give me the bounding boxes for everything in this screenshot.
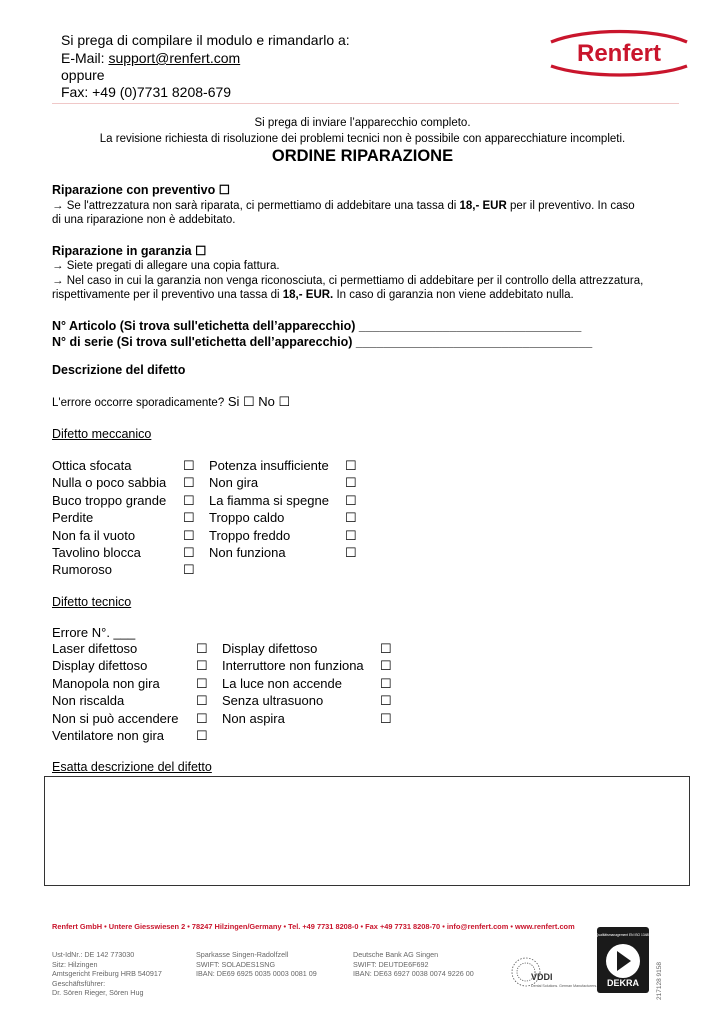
- garanzia-heading: Riparazione in garanzia: [52, 244, 192, 258]
- meccanico-left-item-label: Perdite: [52, 510, 94, 526]
- meccanico-right-item-label: Troppo freddo: [209, 527, 291, 543]
- meccanico-right-item-checkbox[interactable]: ☐: [345, 458, 357, 473]
- footer-line: Dr. Sören Rieger, Sören Hug: [52, 988, 144, 998]
- meccanico-left-item-checkbox[interactable]: ☐: [183, 510, 195, 526]
- preventivo-text-1: [52, 199, 635, 214]
- tecnico-right-item-label: Senza ultrasuono: [222, 693, 324, 709]
- tecnico-left-item-checkbox[interactable]: ☐: [196, 675, 208, 691]
- tecnico-left-item-checkbox[interactable]: ☐: [196, 641, 208, 656]
- footer-line: Deutsche Bank AG Singen: [353, 950, 439, 959]
- tecnico-right-item-label: Interruttore non funziona: [222, 658, 364, 674]
- tecnico-left-item-label: Laser difettoso: [52, 641, 138, 656]
- email-link[interactable]: support@renfert.com: [108, 50, 241, 66]
- preventivo-heading-row: [52, 182, 230, 197]
- preventivo-heading: Riparazione con preventivo: [52, 183, 216, 197]
- tecnico-left-item-label: Display difettoso: [52, 658, 148, 674]
- header-line1: Si prega di compilare il modulo e rimandarlo a:: [61, 32, 350, 48]
- errore-field[interactable]: Errore N°. ___: [52, 625, 136, 640]
- header-divider: [52, 103, 679, 104]
- esatta-heading: Esatta descrizione del difetto: [52, 760, 212, 774]
- footer-address: Renfert GmbH • Untere Giesswiesen 2 • 78247 Hilzingen/Germany • Tel. +49 7731 8208-0 • Fax +49 7731 8208-70 • info@renfert.com • www.renfert.com: [52, 922, 575, 931]
- meccanico-right-item-checkbox[interactable]: ☐: [345, 510, 357, 526]
- footer-line: Amtsgericht Freiburg HRB 540917: [52, 969, 162, 979]
- meccanico-right-item-label: Troppo caldo: [209, 510, 285, 526]
- meccanico-left-item-label: Tavolino blocca: [52, 545, 141, 560]
- vddi-logo: [510, 950, 598, 996]
- meccanico-left-item-label: Buco troppo grande: [52, 492, 167, 508]
- tecnico-right-item-label: Display difettoso: [222, 641, 318, 656]
- garanzia-fee: 18,- EUR.: [282, 289, 334, 301]
- dekra-text: DEKRA: [606, 978, 640, 988]
- footer-line: Sparkasse Singen-Radolfzell: [196, 950, 289, 959]
- tecnico-left-item-label: Ventilatore non gira: [52, 728, 165, 743]
- tecnico-right-item-checkbox[interactable]: ☐: [380, 658, 392, 674]
- intro-line1: Si prega di inviare l’apparecchio completo.: [254, 117, 471, 129]
- meccanico-left-item-checkbox[interactable]: ☐: [183, 545, 195, 560]
- meccanico-right-item-checkbox[interactable]: ☐: [345, 545, 357, 560]
- tecnico-right-item-label: La luce non accende: [222, 675, 342, 691]
- tecnico-heading: Difetto tecnico: [52, 595, 132, 609]
- garanzia-text-1: → Siete pregati di allegare una copia fattura.: [52, 260, 280, 272]
- tecnico-right-item-checkbox[interactable]: ☐: [380, 710, 392, 726]
- footer-line: IBAN: DE69 6925 0035 0003 0081 09: [196, 969, 317, 979]
- vddi-sub: Dental Solutions. German Manufacturers.: [531, 984, 598, 988]
- garanzia-text-3: [52, 288, 574, 303]
- meccanico-left-item-checkbox[interactable]: ☐: [183, 492, 195, 508]
- footer-line: SWIFT: SOLADES1SNG: [196, 959, 276, 969]
- intro-line2: La revisione richiesta di risoluzione dei problemi tecnici non è possibile con apparecchiature incompleti.: [99, 133, 626, 145]
- renfert-logo: [545, 28, 693, 78]
- vddi-text: VDDI: [531, 972, 553, 982]
- footer-col1: [52, 950, 162, 998]
- meccanico-right-item-checkbox[interactable]: ☐: [345, 527, 357, 543]
- articolo-field[interactable]: N° Articolo (Si trova sull'etichetta dell’apparecchio) ________________________________: [52, 319, 582, 333]
- garanzia-text-2: → Nel caso in cui la garanzia non venga riconosciuta, ci permettiamo di addebitare per il controllo della attrezzatura,: [52, 275, 644, 287]
- tecnico-right-item-label: Non aspira: [222, 710, 285, 726]
- meccanico-left-item-label: Rumoroso: [52, 562, 112, 578]
- meccanico-left-item-label: Ottica sfocata: [52, 458, 132, 473]
- sporadic-options[interactable]: Si ☐ No ☐: [224, 394, 291, 409]
- garanzia-heading-row: [52, 243, 206, 258]
- email-prefix: E-Mail:: [61, 50, 109, 66]
- footer-line: IBAN: DE63 6927 0038 0074 9226 00: [353, 969, 474, 979]
- logo-text: Renfert: [576, 40, 662, 67]
- tecnico-left-item-checkbox[interactable]: ☐: [196, 710, 208, 726]
- tecnico-right-item-checkbox[interactable]: ☐: [380, 675, 392, 691]
- meccanico-right-item-checkbox[interactable]: ☐: [345, 475, 357, 491]
- sporadic-question: L'errore occorre sporadicamente?: [52, 397, 225, 409]
- tecnico-left-item-label: Manopola non gira: [52, 675, 160, 691]
- tecnico-right-item-checkbox[interactable]: ☐: [380, 693, 392, 709]
- preventivo-checkbox[interactable]: ☐: [218, 183, 230, 197]
- garanzia-checkbox[interactable]: ☐: [195, 244, 207, 258]
- tecnico-left-item-checkbox[interactable]: ☐: [196, 658, 208, 674]
- meccanico-heading: Difetto meccanico: [52, 427, 152, 441]
- meccanico-left-item-checkbox[interactable]: ☐: [183, 475, 195, 491]
- meccanico-left-item-checkbox[interactable]: ☐: [183, 458, 195, 473]
- meccanico-right-item-label: Non funziona: [209, 545, 286, 560]
- doc-number: 217128 9158: [656, 962, 663, 1000]
- garanzia-text-3c: In caso di garanzia non viene addebitato nulla.: [333, 289, 574, 301]
- meccanico-left-item-checkbox[interactable]: ☐: [183, 527, 195, 543]
- meccanico-left-item-label: Nulla o poco sabbia: [52, 475, 167, 491]
- tecnico-left-item-label: Non si può accendere: [52, 710, 179, 726]
- footer-col2: [196, 950, 317, 979]
- dekra-badge: [597, 927, 649, 993]
- preventivo-fee: 18,- EUR: [459, 200, 507, 212]
- garanzia-text-3a: rispettivamente per il preventivo una tassa di: [52, 289, 283, 301]
- footer-line: Geschäftsführer:: [52, 978, 106, 988]
- qm-text: Qualitätsmanagement EN ISO 13485: [595, 933, 651, 937]
- header-line3: oppure: [61, 67, 105, 83]
- tecnico-left-item-checkbox[interactable]: ☐: [196, 728, 208, 743]
- page-title: ORDINE RIPARAZIONE: [271, 147, 454, 165]
- meccanico-right-item-label: Potenza insufficiente: [209, 458, 329, 473]
- tecnico-right-item-checkbox[interactable]: ☐: [380, 641, 392, 656]
- preventivo-text-1a: → Se l'attrezzatura non sarà riparata, ci permettiamo di addebitare una tassa di: [52, 200, 460, 212]
- descrizione-heading: Descrizione del difetto: [52, 363, 186, 377]
- serie-field[interactable]: N° di serie (Si trova sull'etichetta dell’apparecchio) __________________________________: [52, 335, 593, 349]
- preventivo-text-1c: per il preventivo. In caso: [506, 200, 635, 212]
- tecnico-left-item-label: Non riscalda: [52, 693, 125, 709]
- footer-col3: [353, 950, 474, 979]
- sporadic-row: [52, 394, 290, 410]
- description-textarea[interactable]: [44, 776, 690, 886]
- meccanico-left-item-label: Non fa il vuoto: [52, 527, 136, 543]
- meccanico-right-item-label: La fiamma si spegne: [209, 492, 329, 508]
- meccanico-right-item-label: Non gira: [209, 475, 259, 491]
- footer-line: Ust-IdNr.: DE 142 773030: [52, 950, 135, 959]
- footer-line: Sitz: Hilzingen: [52, 959, 98, 969]
- preventivo-text-2: di una riparazione non è addebitato.: [52, 214, 236, 226]
- header-fax: Fax: +49 (0)7731 8208-679: [61, 84, 232, 100]
- footer-line: SWIFT: DEUTDE6F692: [353, 959, 429, 969]
- meccanico-right-item-checkbox[interactable]: ☐: [345, 492, 357, 508]
- header-email-line: [61, 49, 240, 67]
- tecnico-left-item-checkbox[interactable]: ☐: [196, 693, 208, 709]
- meccanico-left-item-checkbox[interactable]: ☐: [183, 562, 195, 578]
